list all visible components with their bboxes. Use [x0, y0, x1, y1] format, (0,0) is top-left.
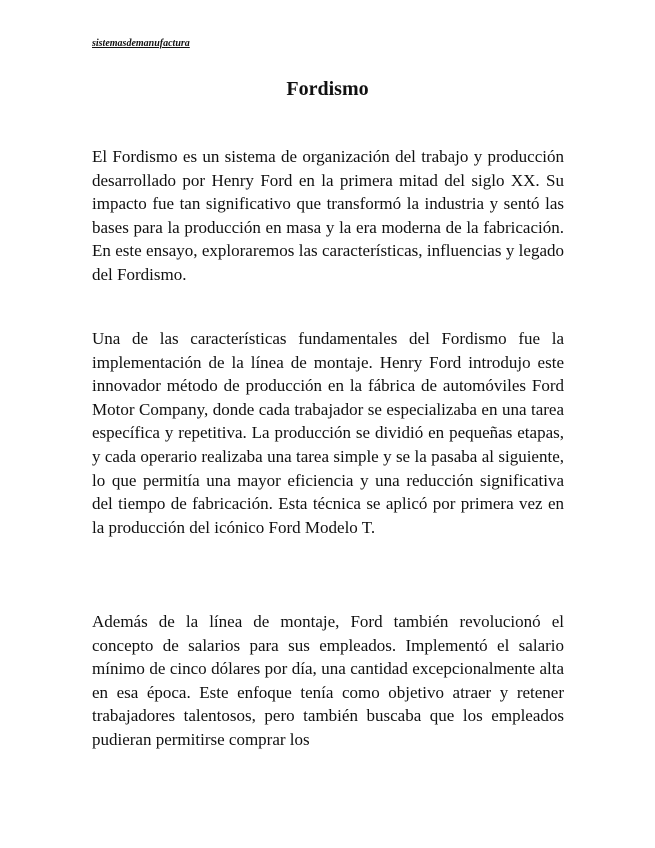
paragraph-1: El Fordismo es un sistema de organización del trabajo y producción desarrollado por Henry Ford en la primera mitad del siglo XX. Su impacto fue tan significativo que transformó la industria y sentó las bases para la producción en masa y la era moderna de la fabricación. En este ensayo, exploraremos las características, influencias y legado del Fordismo. — [92, 147, 564, 284]
paragraph-3: Además de la línea de montaje, Ford también revolucionó el concepto de salarios para sus empleados. Implementó el salario mínimo de cinco dólares por día, una cantidad excepcionalmente alta en esa época. Este enfoque tenía como objetivo atraer y retener trabajadores talentosos, pero también buscaba que los empleados pudieran permitirse comprar los — [92, 612, 564, 749]
header-link[interactable]: sistemasdemanufactura — [92, 38, 190, 49]
paragraph-2: Una de las características fundamentales del Fordismo fue la implementación de la línea de montaje. Henry Ford introdujo este innovador método de producción en la fábrica de automóviles Ford Motor Company, donde cada trabajador se especializaba en una tarea específica y repetitiva. La producción se dividió en pequeñas etapas, y cada operario realizaba una tarea simple y se la pasaba al siguiente, lo que permitía una mayor eficiencia y una reducción significativa del tiempo de fabricación. Esta técnica se aplicó por primera vez en la producción del icónico Ford Modelo T. — [92, 329, 564, 537]
document-title-text: Fordismo — [286, 78, 369, 100]
document-title — [0, 78, 655, 101]
